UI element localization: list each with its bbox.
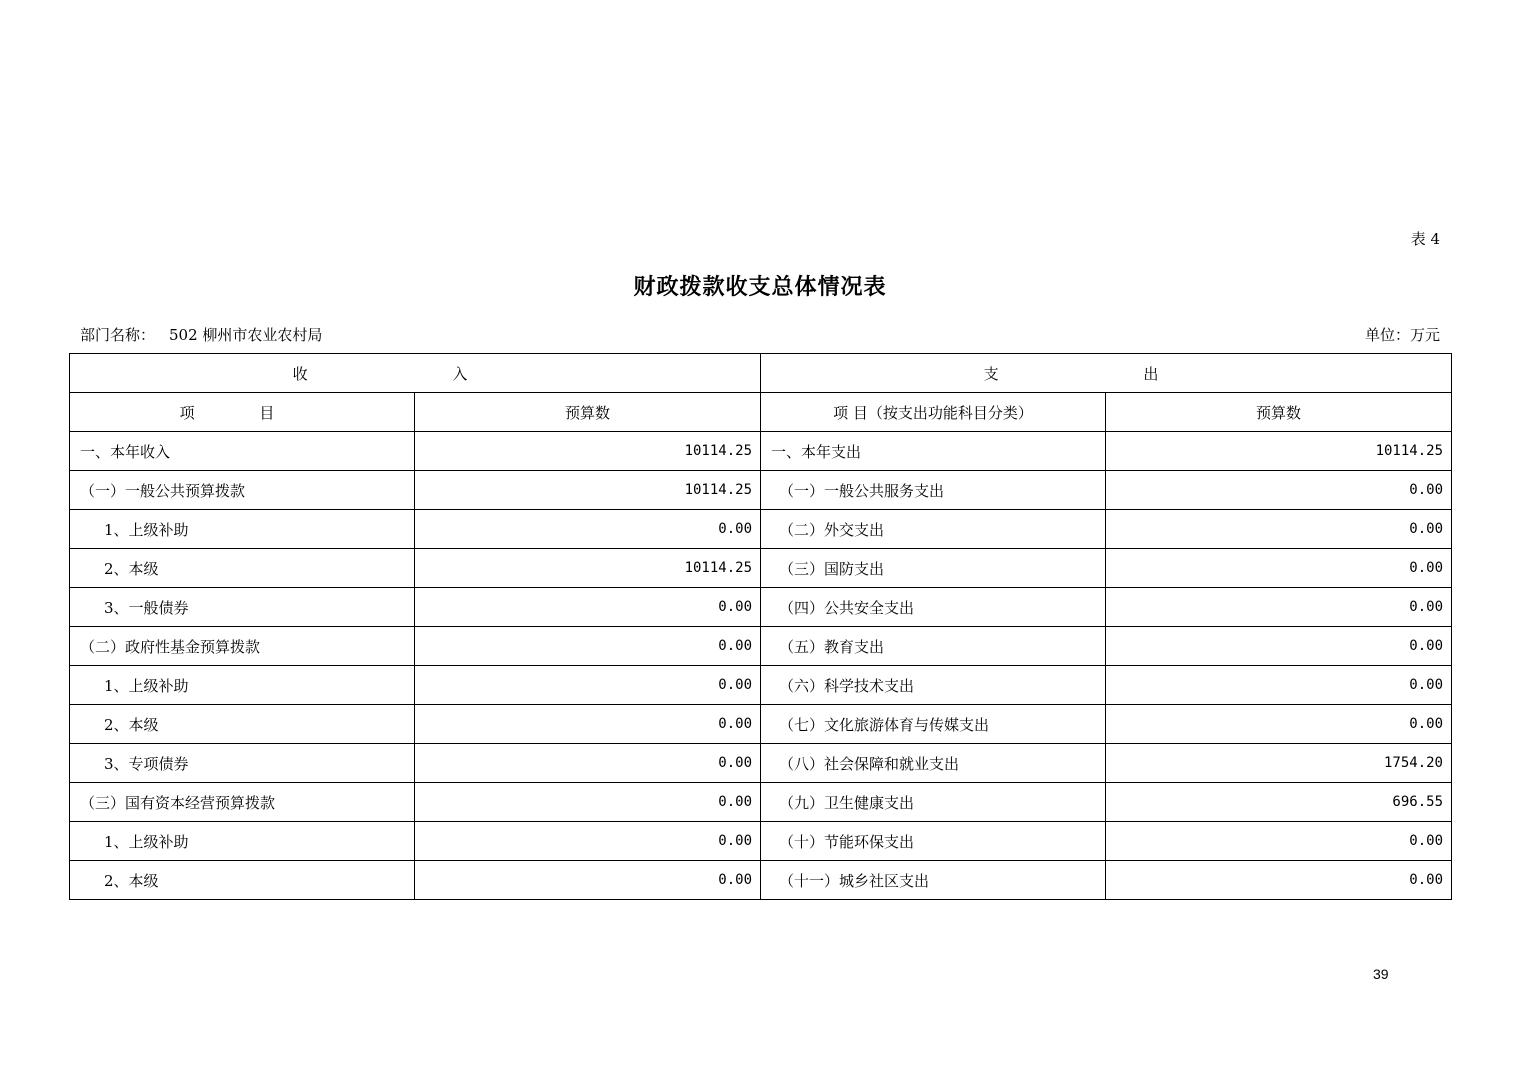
expense-group-header: 支 出 — [761, 354, 1452, 393]
income-item-cell: 2、本级 — [70, 705, 415, 744]
table-row — [70, 471, 1452, 510]
income-group-header: 收 入 — [70, 354, 761, 393]
income-value-cell: 0.00 — [415, 822, 761, 861]
income-value-cell: 0.00 — [415, 588, 761, 627]
income-item-header: 项 目 — [70, 393, 415, 432]
expense-value-cell: 0.00 — [1106, 627, 1452, 666]
table-body — [70, 432, 1452, 900]
expense-value-cell: 0.00 — [1106, 666, 1452, 705]
income-item-cell: 1、上级补助 — [70, 666, 415, 705]
income-value-cell: 0.00 — [415, 666, 761, 705]
income-value-cell: 10114.25 — [415, 471, 761, 510]
expense-item-cell: （二）外交支出 — [761, 510, 1106, 549]
table-row — [70, 744, 1452, 783]
table-row — [70, 705, 1452, 744]
expense-value-cell: 0.00 — [1106, 510, 1452, 549]
income-item-cell: 1、上级补助 — [70, 510, 415, 549]
table-row — [70, 783, 1452, 822]
expense-value-cell: 0.00 — [1106, 822, 1452, 861]
income-item-cell: 3、专项债券 — [70, 744, 415, 783]
table-row — [70, 861, 1452, 900]
budget-table — [69, 353, 1452, 900]
expense-item-cell: （十一）城乡社区支出 — [761, 861, 1106, 900]
expense-value-cell: 0.00 — [1106, 549, 1452, 588]
page-title: 财政拨款收支总体情况表 — [633, 274, 887, 300]
income-value-cell: 0.00 — [415, 783, 761, 822]
table-row — [70, 549, 1452, 588]
income-value-cell: 0.00 — [415, 861, 761, 900]
income-item-cell: 1、上级补助 — [70, 822, 415, 861]
expense-value-cell: 1754.20 — [1106, 744, 1452, 783]
expense-item-cell: （八）社会保障和就业支出 — [761, 744, 1106, 783]
table-group-header-row — [70, 354, 1452, 393]
expense-item-cell: （四）公共安全支出 — [761, 588, 1106, 627]
expense-value-cell: 696.55 — [1106, 783, 1452, 822]
expense-item-cell: （十）节能环保支出 — [761, 822, 1106, 861]
expense-value-cell: 0.00 — [1106, 588, 1452, 627]
expense-value-cell: 10114.25 — [1106, 432, 1452, 471]
unit-label: 单位：万元 — [1364, 326, 1440, 344]
department-value: 502 柳州市农业农村局 — [169, 326, 323, 344]
income-item-cell: （二）政府性基金预算拨款 — [70, 627, 415, 666]
department-label: 部门名称： — [80, 326, 156, 344]
income-value-cell: 0.00 — [415, 705, 761, 744]
income-value-cell: 0.00 — [415, 744, 761, 783]
income-item-cell: 一、本年收入 — [70, 432, 415, 471]
expense-item-cell: （五）教育支出 — [761, 627, 1106, 666]
expense-item-header: 项 目（按支出功能科目分类） — [761, 393, 1106, 432]
table-row — [70, 588, 1452, 627]
income-item-cell: （一）一般公共预算拨款 — [70, 471, 415, 510]
income-value-cell: 10114.25 — [415, 432, 761, 471]
table-row — [70, 627, 1452, 666]
expense-value-cell: 0.00 — [1106, 471, 1452, 510]
table-row — [70, 822, 1452, 861]
income-item-cell: 3、一般债券 — [70, 588, 415, 627]
income-value-cell: 0.00 — [415, 627, 761, 666]
expense-item-cell: （九）卫生健康支出 — [761, 783, 1106, 822]
department-line — [80, 324, 322, 345]
table-number: 表 4 — [1410, 230, 1440, 248]
table-row — [70, 666, 1452, 705]
income-budget-header: 预算数 — [415, 393, 761, 432]
expense-item-cell: （一）一般公共服务支出 — [761, 471, 1106, 510]
income-item-cell: 2、本级 — [70, 549, 415, 588]
expense-item-cell: （六）科学技术支出 — [761, 666, 1106, 705]
income-value-cell: 0.00 — [415, 510, 761, 549]
table-column-header-row — [70, 393, 1452, 432]
expense-item-cell: 一、本年支出 — [761, 432, 1106, 471]
expense-item-cell: （三）国防支出 — [761, 549, 1106, 588]
income-item-cell: （三）国有资本经营预算拨款 — [70, 783, 415, 822]
page-number: 39 — [1373, 966, 1389, 982]
expense-item-cell: （七）文化旅游体育与传媒支出 — [761, 705, 1106, 744]
table-row — [70, 432, 1452, 471]
expense-value-cell: 0.00 — [1106, 861, 1452, 900]
expense-value-cell: 0.00 — [1106, 705, 1452, 744]
expense-budget-header: 预算数 — [1106, 393, 1452, 432]
income-value-cell: 10114.25 — [415, 549, 761, 588]
income-item-cell: 2、本级 — [70, 861, 415, 900]
table-row — [70, 510, 1452, 549]
